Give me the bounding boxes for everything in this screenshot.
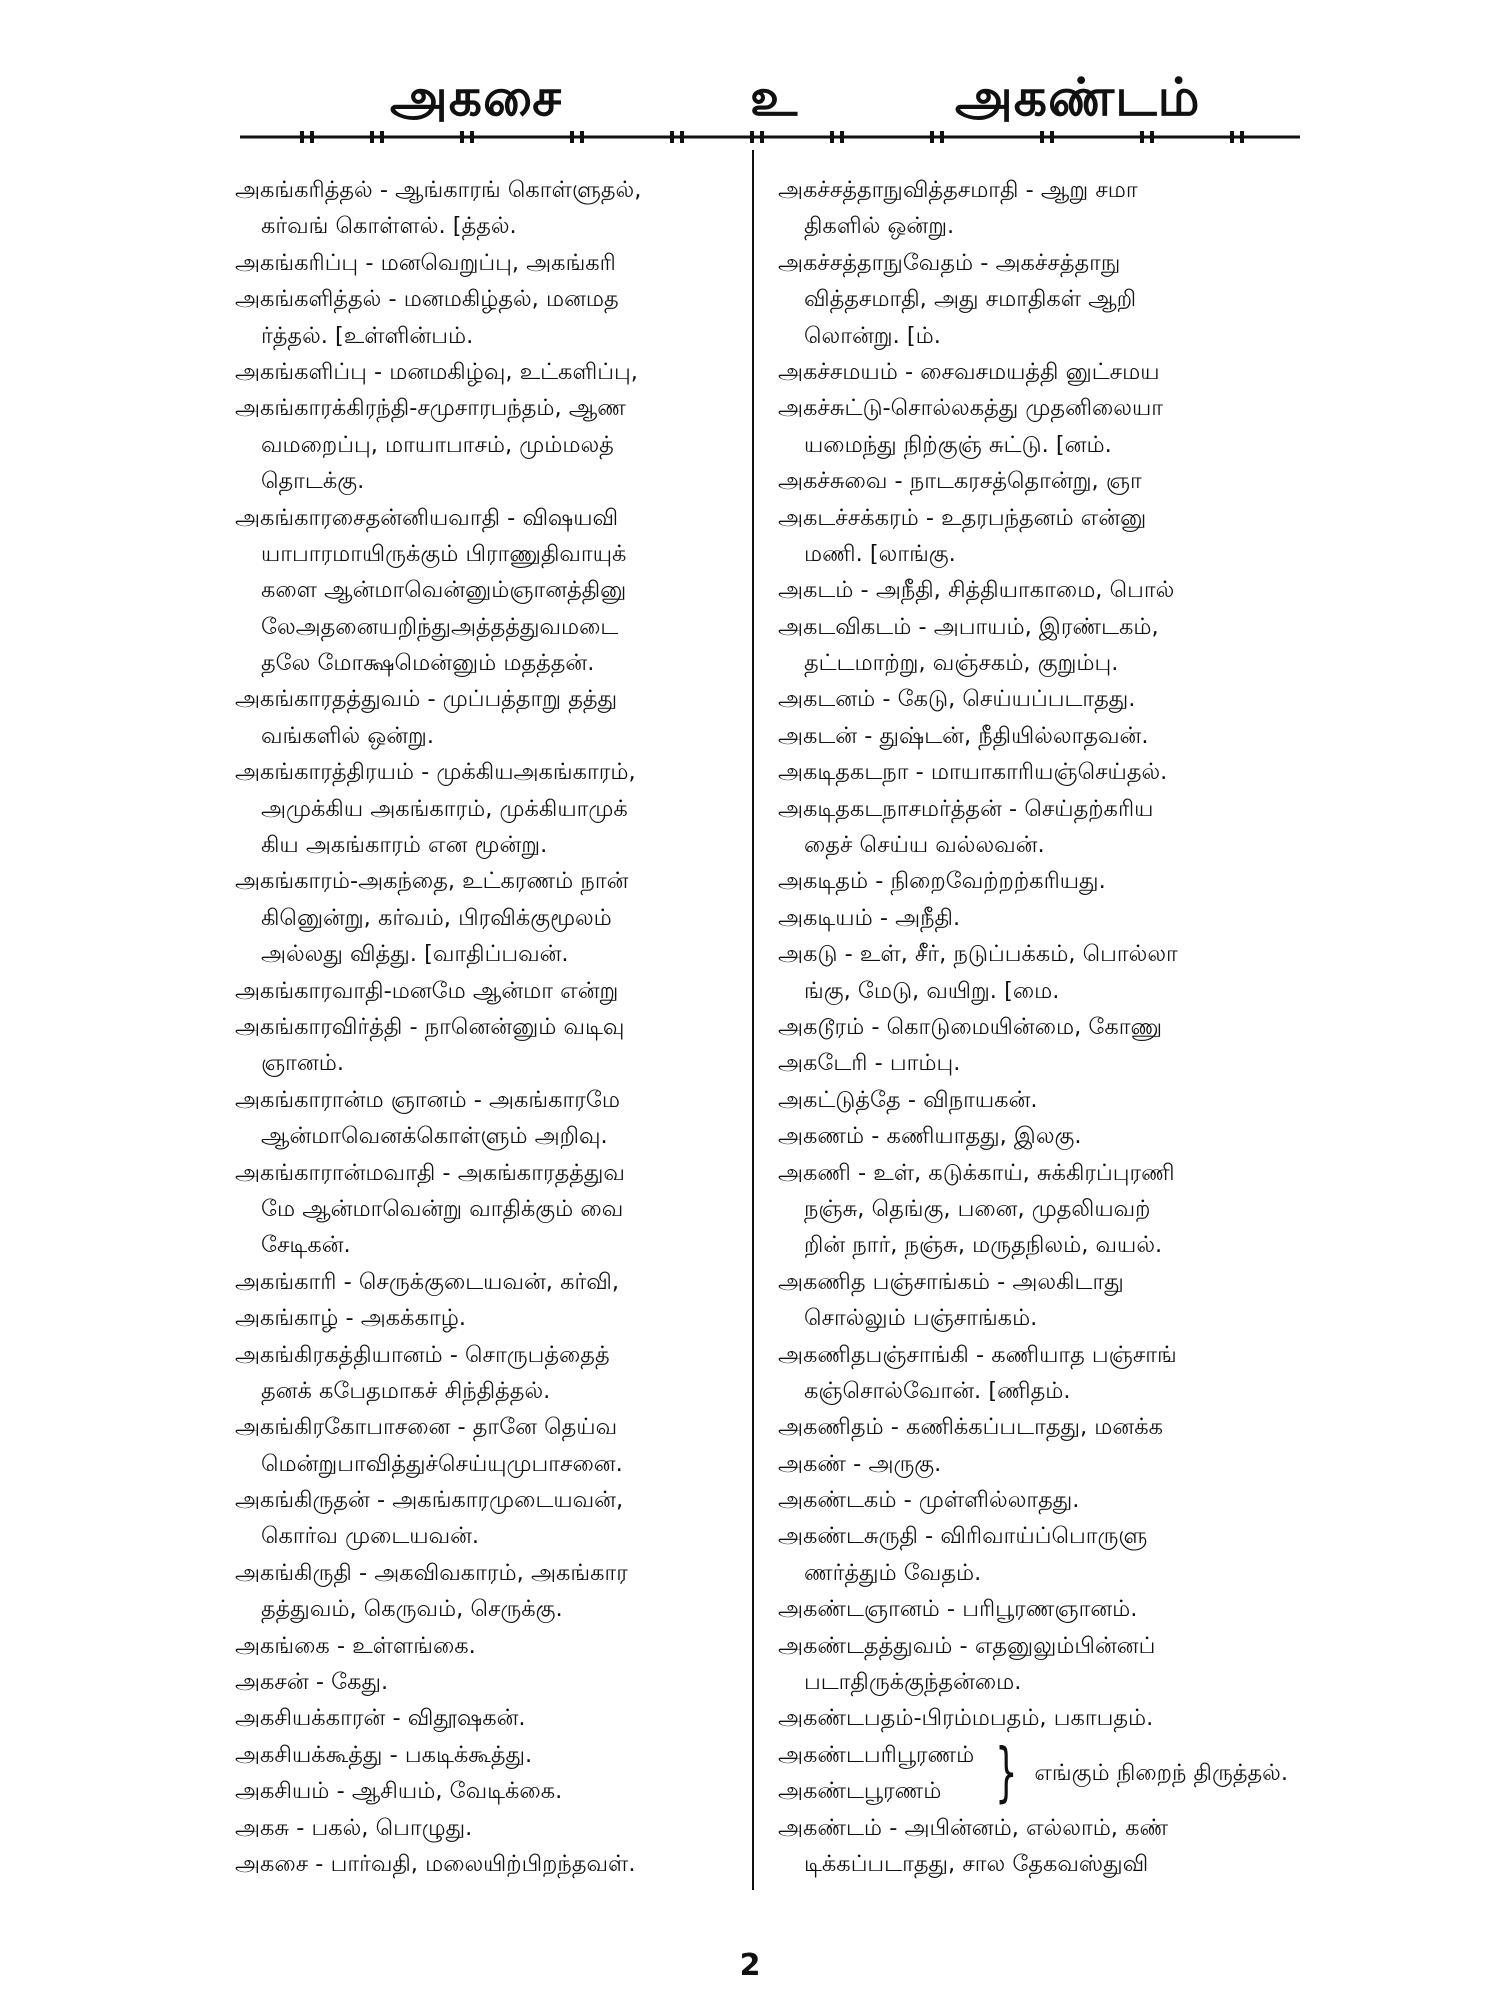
entry-line: அகங்காரான்ம ஞானம் - அகங்காரமே xyxy=(235,1086,620,1113)
entry-line: மென்றுபாவித்துச்செய்யுமுபாசனை. xyxy=(261,1450,623,1477)
entry-line: அகணித பஞ்சாங்கம் - அலகிடாது xyxy=(778,1268,1124,1295)
entry-line: சொல்லும் பஞ்சாங்கம். xyxy=(804,1305,1038,1332)
entry-line: அல்லது வித்து. [வாதிப்பவன். xyxy=(261,941,569,968)
entry-line: படாதிருக்குந்தன்மை. xyxy=(804,1669,1022,1696)
entry-line: கிய அகங்காரம் என மூன்று. xyxy=(261,832,548,859)
entry-line: அகங்காரசைதன்னியவாதி - விஷயவி xyxy=(235,504,619,531)
entry-line: அகடு - உள், சீர், நடுப்பக்கம், பொல்லா xyxy=(778,941,1178,968)
entry-line: ங்கு, மேடு, வயிறு. [மை. xyxy=(804,977,1060,1004)
entry-line: அகசை - பார்வதி, மலையிற்பிறந்தவள். xyxy=(235,1850,636,1877)
entry-line: அகங்காரம்-அகந்தை, உட்கரணம் நான் xyxy=(235,868,629,895)
entry-line: அகட்டுத்தே - விநாயகன். xyxy=(778,1086,1038,1113)
entry-line: யாபாரமாயிருக்கும் பிராணுதிவாயுக் xyxy=(261,540,627,567)
entry-line: தலே மோக்ஷமென்னும் மதத்தன். xyxy=(261,650,595,677)
entry-line: அகணி - உள், கடுக்காய், சுக்கிரப்புரணி xyxy=(778,1159,1175,1186)
entry-line: மே ஆன்மாவென்று வாதிக்கும் வை xyxy=(261,1195,624,1222)
entry-line: அகடியம் - அநீதி. xyxy=(778,904,961,931)
entry-line: அகங்கிரகோபாசனை - தானே தெய்வ xyxy=(235,1414,618,1441)
entry-line: களை ஆன்மாவென்னும்ஞானத்தினு xyxy=(261,577,627,604)
entry-line: அகடன் - துஷ்டன், நீதியில்லாதவன். xyxy=(778,722,1149,749)
entry-line: ணர்த்தும் வேதம். xyxy=(804,1559,982,1586)
entry-line: சேடிகன். xyxy=(261,1232,351,1259)
right-column-top xyxy=(778,172,1288,1737)
entry-line: அகங்கிரகத்தியானம் - சொருபத்தைத் xyxy=(235,1341,610,1368)
ornamental-rule xyxy=(240,130,1300,144)
right-guide-word: அகண்டம் xyxy=(955,68,1201,128)
entry-line: கினுென்று, கர்வம், பிரவிக்குமூலம் xyxy=(261,904,612,931)
page-number: 2 xyxy=(739,1948,761,1983)
entry-line: அகடச்சக்கரம் - உதரபந்தனம் என்னு xyxy=(778,504,1147,531)
entry-line: ர்த்தல். [உள்ளின்பம். xyxy=(261,322,474,349)
entry-line: யமைந்து நிற்குஞ் சுட்டு. [னம். xyxy=(804,431,1112,458)
page-letter: உ xyxy=(750,68,799,128)
entry-line: அகசு - பகல், பொழுது. xyxy=(235,1814,473,1841)
entry-line: அகச்சுவை - நாடகரசத்தொன்று, ஞா xyxy=(778,468,1142,495)
entry-line: தத்துவம், கெருவம், செருக்கு. xyxy=(261,1596,563,1623)
entry-line: ஞானம். xyxy=(261,1050,345,1077)
entry-line: அகசியக்கூத்து - பகடிக்கூத்து. xyxy=(235,1741,533,1768)
entry-line: அகங்கிருதன் - அகங்காரமுடையவன், xyxy=(235,1487,624,1514)
entry-line: அகச்சத்தாநுவேதம் - அகச்சத்தாநு xyxy=(778,249,1121,276)
entry-line: அகண்டதத்துவம் - எதனுலும்பின்னப் xyxy=(778,1632,1156,1659)
left-guide-word: அகசை xyxy=(390,68,563,128)
entry-line: அகங்களிப்பு - மனமகிழ்வு, உட்களிப்பு, xyxy=(235,358,638,385)
entry-line: றின் நார், நஞ்சு, மருதநிலம், வயல். xyxy=(804,1232,1163,1259)
entry-line: நஞ்சு, தெங்கு, பனை, முதலியவற் xyxy=(804,1195,1151,1222)
entry-line: ஆன்மாவெனக்கொள்ளும் அறிவு. xyxy=(261,1123,608,1150)
brace-glyph: } xyxy=(994,1736,1018,1811)
entry-line: அகங்கரிப்பு - மனவெறுப்பு, அகங்கரி xyxy=(235,249,616,276)
entry-line: லேஅதனையறிந்துஅத்தத்துவமடை xyxy=(261,613,619,640)
entry-line: வமறைப்பு, மாயாபாசம், மும்மலத் xyxy=(261,431,614,458)
entry-line: அகசன் - கேது. xyxy=(235,1669,389,1696)
entry-line: அகச்சமயம் - சைவசமயத்தி னுட்சமய xyxy=(778,358,1160,385)
brace-definition: எங்கும் நிறைந் திருத்தல். xyxy=(1034,1759,1288,1786)
entry-line: அகடிதகடநாசமர்த்தன் - செய்தற்கரிய xyxy=(778,795,1154,822)
entry-line: அகங்களித்தல் - மனமகிழ்தல், மனமத xyxy=(235,286,619,313)
entry-line: அகண்டம் - அபின்னம், எல்லாம், கண் xyxy=(778,1814,1169,1841)
entry-line: அகங்காரான்மவாதி - அகங்காரதத்துவ xyxy=(235,1159,625,1186)
entry-line: அகடூரம் - கொடுமையின்மை, கோணு xyxy=(778,1013,1163,1040)
entry-line: அகங்காரக்கிரந்தி-சமுசாரபந்தம், ஆண xyxy=(235,395,626,422)
entry-line: லொன்று. [ம். xyxy=(804,322,941,349)
entry-line: அகண் - அருகு. xyxy=(778,1450,942,1477)
entry-line: அகடவிகடம் - அபாயம், இரண்டகம், xyxy=(778,613,1159,640)
entry-line: அகடேரி - பாம்பு. xyxy=(778,1050,961,1077)
brace-entry xyxy=(778,1737,1288,1810)
entry-line: அகசியம் - ஆசியம், வேடிக்கை. xyxy=(235,1778,563,1805)
entry-line: வங்களில் ஒன்று. xyxy=(261,722,434,749)
entry-line: அகங்கை - உள்ளங்கை. xyxy=(235,1632,476,1659)
entry-line: தொடக்கு. xyxy=(261,468,365,495)
entry-line: அகங்காரத்திரயம் - முக்கியஅகங்காரம், xyxy=(235,759,636,786)
brace-headword: அகண்டபூரணம் xyxy=(778,1778,942,1805)
entry-line: அகங்காரவிர்த்தி - நானென்னும் வடிவு xyxy=(235,1013,625,1040)
entry-line: அகச்சுட்டு-சொல்லகத்து முதனிலையா xyxy=(778,395,1164,422)
running-header xyxy=(230,58,1310,138)
entry-line: கர்வங் கொள்ளல். [த்தல். xyxy=(261,213,517,240)
entry-line: அகங்காழ் - அகக்காழ். xyxy=(235,1305,466,1332)
entry-line: வித்தசமாதி, அது சமாதிகள் ஆறி xyxy=(804,286,1137,313)
entry-line: அகண்டஞானம் - பரிபூரணஞானம். xyxy=(778,1596,1138,1623)
right-column xyxy=(778,172,1288,1882)
column-divider xyxy=(752,150,754,1890)
entry-line: மணி. [லாங்கு. xyxy=(804,540,956,567)
entry-line: அகணிதபஞ்சாங்கி - கணியாத பஞ்சாங் xyxy=(778,1341,1177,1368)
entry-line: அகசியக்காரன் - விதூஷகன். xyxy=(235,1705,526,1732)
entry-line: அகணிதம் - கணிக்கப்படாதது, மனக்க xyxy=(778,1414,1164,1441)
entry-line: திகளில் ஒன்று. xyxy=(804,213,955,240)
brace-headwords xyxy=(778,1737,982,1810)
entry-line: அகங்காரதத்துவம் - முப்பத்தாறு தத்து xyxy=(235,686,618,713)
entry-line: தைச் செய்ய வல்லவன். xyxy=(804,832,1045,859)
entry-line: அகண்டகம் - முள்ளில்லாதது. xyxy=(778,1487,1080,1514)
entry-line: தட்டமாற்று, வஞ்சகம், குறும்பு. xyxy=(804,650,1119,677)
entry-line: அகங்காரி - செருக்குடையவன், கர்வி, xyxy=(235,1268,619,1295)
entry-line: அகங்கரித்தல் - ஆங்காரங் கொள்ளுதல், xyxy=(235,177,642,203)
entry-line: அகங்காரவாதி-மனமே ஆன்மா என்று xyxy=(235,977,619,1004)
right-column-bottom xyxy=(778,1810,1288,1883)
entry-line: கஞ்சொல்வோன். [ணிதம். xyxy=(804,1377,1071,1404)
entry-line: அமுக்கிய அகங்காரம், முக்கியாமுக் xyxy=(261,795,628,822)
entry-line: அகடிதம் - நிறைவேற்றற்கரியது. xyxy=(778,868,1106,895)
entry-line: அகச்சத்தாநுவித்தசமாதி - ஆறு சமா xyxy=(778,177,1138,203)
entry-line: டிக்கப்படாதது, சால தேகவஸ்துவி xyxy=(804,1850,1149,1877)
entry-line: அகண்டசுருதி - விரிவாய்ப்பொருளு xyxy=(778,1523,1148,1550)
entry-line: அகடனம் - கேடு, செய்யப்படாதது. xyxy=(778,686,1136,713)
entry-line: அகடம் - அநீதி, சித்தியாகாமை, பொல் xyxy=(778,577,1175,604)
entry-line: தனக் கபேதமாகச் சிந்தித்தல். xyxy=(261,1377,551,1404)
brace-headword: அகண்டபரிபூரணம் xyxy=(778,1741,975,1768)
entry-line: அகண்டபதம்-பிரம்மபதம், பகாபதம். xyxy=(778,1705,1154,1732)
entry-line: அகடிதகடநா - மாயாகாரியஞ்செய்தல். xyxy=(778,759,1168,786)
left-column xyxy=(235,172,745,1882)
entry-line: கொர்வ முடையவன். xyxy=(261,1523,480,1550)
entry-line: அகணம் - கணியாதது, இலகு. xyxy=(778,1123,1082,1150)
entry-line: அகங்கிருதி - அகவிவகாரம், அகங்கார xyxy=(235,1559,628,1586)
